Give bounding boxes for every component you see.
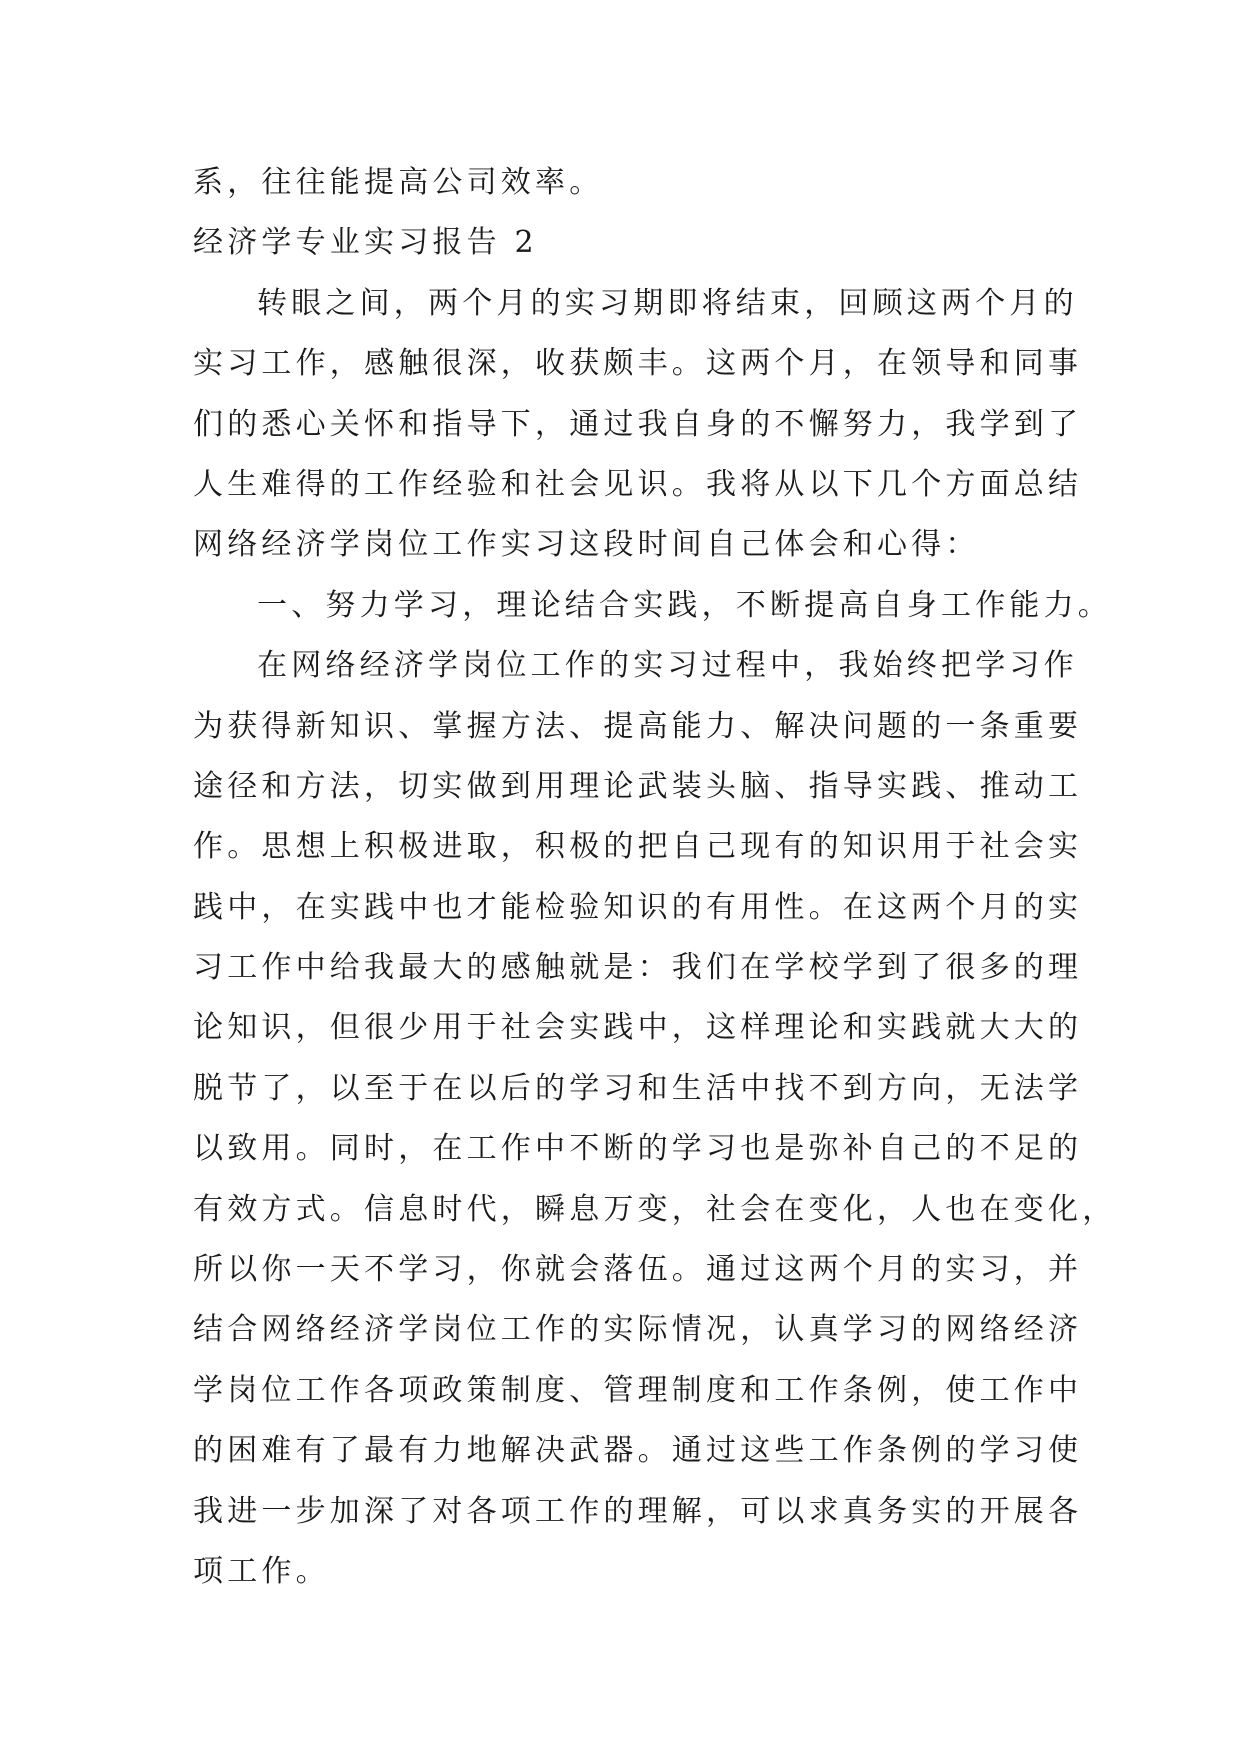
body-line: 我进一步加深了对各项工作的理解，可以求真务实的开展各 bbox=[193, 1493, 1083, 1529]
body-line: 以致用。同时，在工作中不断的学习也是弥补自己的不足的 bbox=[193, 1131, 1083, 1167]
body-line: 途径和方法，切实做到用理论武装头脑、指导实践、推动工 bbox=[193, 768, 1083, 804]
body-line: 所以你一天不学习，你就会落伍。通过这两个月的实习，并 bbox=[193, 1252, 1083, 1288]
body-line: 的困难有了最有力地解决武器。通过这些工作条例的学习使 bbox=[193, 1433, 1083, 1469]
body-line: 脱节了，以至于在以后的学习和生活中找不到方向，无法学 bbox=[193, 1070, 1083, 1106]
body-line: 论知识，但很少用于社会实践中，这样理论和实践就大大的 bbox=[193, 1010, 1083, 1046]
body-line: 人生难得的工作经验和社会见识。我将从以下几个方面总结 bbox=[193, 466, 1083, 502]
body-line: 项工作。 bbox=[193, 1553, 330, 1589]
body-line: 结合网络经济学岗位工作的实际情况，认真学习的网络经济 bbox=[193, 1312, 1083, 1348]
body-line: 践中，在实践中也才能检验知识的有用性。在这两个月的实 bbox=[193, 889, 1083, 925]
body-line: 系，往往能提高公司效率。 bbox=[193, 165, 604, 200]
section-heading: 经济学专业实习报告 2 bbox=[193, 225, 538, 261]
paragraph-first-line: 转眼之间，两个月的实习期即将结束，回顾这两个月的 bbox=[257, 285, 1078, 321]
body-line: 习工作中给我最大的感触就是：我们在学校学到了很多的理 bbox=[193, 950, 1083, 986]
body-line: 有效方式。信息时代，瞬息万变，社会在变化，人也在变化， bbox=[193, 1191, 1117, 1227]
body-line: 网络经济学岗位工作实习这段时间自己体会和心得： bbox=[193, 527, 980, 563]
body-line: 学岗位工作各项政策制度、管理制度和工作条例，使工作中 bbox=[193, 1372, 1083, 1408]
body-line: 实习工作，感触很深，收获颇丰。这两个月，在领导和同事 bbox=[193, 346, 1083, 382]
document-body bbox=[193, 153, 1117, 1602]
body-line: 们的悉心关怀和指导下，通过我自身的不懈努力，我学到了 bbox=[193, 406, 1083, 442]
body-line: 作。思想上积极进取，积极的把自己现有的知识用于社会实 bbox=[193, 829, 1083, 865]
body-line: 为获得新知识、掌握方法、提高能力、解决问题的一条重要 bbox=[193, 708, 1083, 744]
paragraph-first-line: 在网络经济学岗位工作的实习过程中，我始终把学习作 bbox=[257, 648, 1078, 684]
subheading-line: 一、努力学习，理论结合实践，不断提高自身工作能力。 bbox=[257, 587, 1112, 623]
